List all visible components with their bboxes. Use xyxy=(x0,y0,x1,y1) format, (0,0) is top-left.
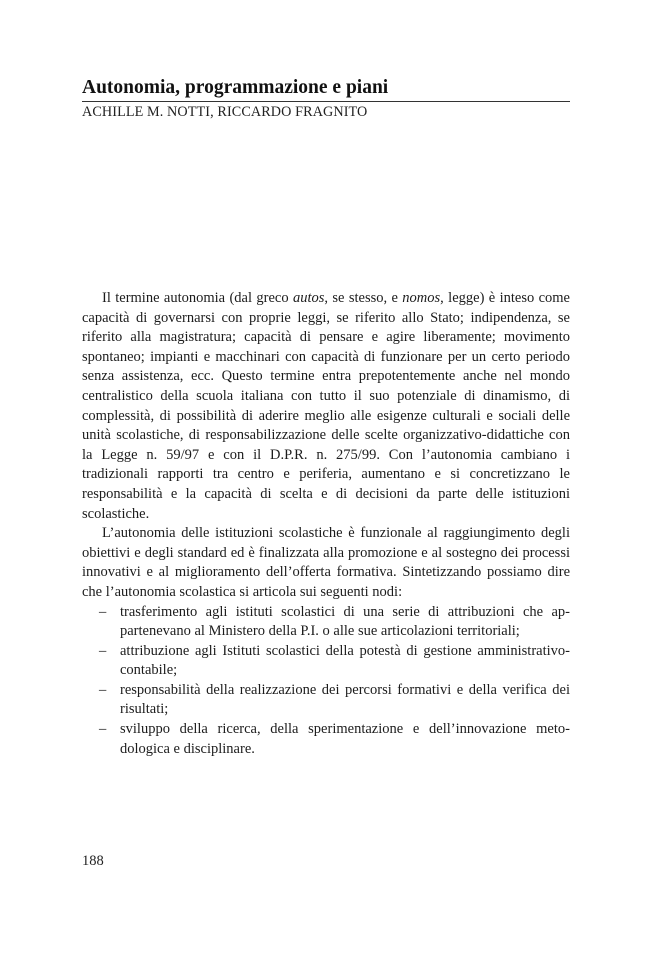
list-item-text: responsabilità della realizzazione dei percorsi formativi e della verifica dei risultati; xyxy=(120,681,570,718)
chapter-authors: ACHILLE M. NOTTI, RICCARDO FRAGNITO xyxy=(82,104,368,120)
list-item xyxy=(82,720,570,759)
paragraph-intro-part3: , legge) è inteso come capacità di governarsi con proprie leggi, se riferito allo Stato; indipendenza, se riferito alla magistratura; capacità di pensare e agire liberamente; movimento spontaneo; impianti e macchinari con capacità di funzionare per un certo periodo senza assistenza, ecc. Questo termine entra prepotentemente anche nel mondo centralistico della scuola italiana con tutto il suo potenziale di dinamismo, di complessità, di possibilità di aderire meglio alle esigenze culturali e sociali delle unità scolastiche, di responsabilizzazione delle scelte organizzativo-didattiche con la Legge n. 59/97 e con il D.P.R. n. 275/99. Con l’autonomia cambiano i tradizionali rapporti tra centro e periferia, aumentano e si concretizzano le responsabilità e la capacità di scelta e di decisioni da parte delle istituzioni scolastiche. xyxy=(82,290,570,522)
paragraph-intro-part2: , se stesso, e xyxy=(324,290,403,306)
list-item xyxy=(82,681,570,720)
list-item xyxy=(82,603,570,642)
chapter-title: Autonomia, programmazione e piani xyxy=(82,76,570,102)
dash-bullet: – xyxy=(99,681,107,698)
list-item-text: trasferimento agli istituti scolastici di una serie di attribuzioni che appartenevano al Ministero della P.I. o alle sue articolazioni territoriali; xyxy=(120,603,570,640)
page-number: 188 xyxy=(82,853,104,869)
paragraph-intro xyxy=(82,289,570,524)
paragraph-autonomy: L’autonomia delle istituzioni scolastiche è funzionale al raggiungimento degli obiettivi e degli standard ed è finalizzata alla promozione e al sostegno dei processi innovativi e al miglioramento dell’offerta formativa. Sintetizzando possiamo dire che l’autonomia scolastica si articola sui seguenti nodi: xyxy=(82,525,570,600)
autonomy-nodes-list xyxy=(82,603,570,760)
body-text xyxy=(82,289,570,759)
list-item-text: sviluppo della ricerca, della sperimentazione e dell’innovazione metodologica e disciplinare. xyxy=(120,721,570,757)
greek-term-nomos: nomos xyxy=(402,290,441,306)
paragraph-intro-part1: Il termine autonomia (dal greco xyxy=(102,290,293,306)
list-item xyxy=(82,642,570,681)
dash-bullet: – xyxy=(99,603,107,620)
dash-bullet: – xyxy=(99,721,107,738)
dash-bullet: – xyxy=(99,642,107,659)
greek-term-autos: autos xyxy=(292,290,325,306)
list-item-text: attribuzione agli Istituti scolastici della potestà di gestione amministrativo-contabile; xyxy=(120,642,570,679)
